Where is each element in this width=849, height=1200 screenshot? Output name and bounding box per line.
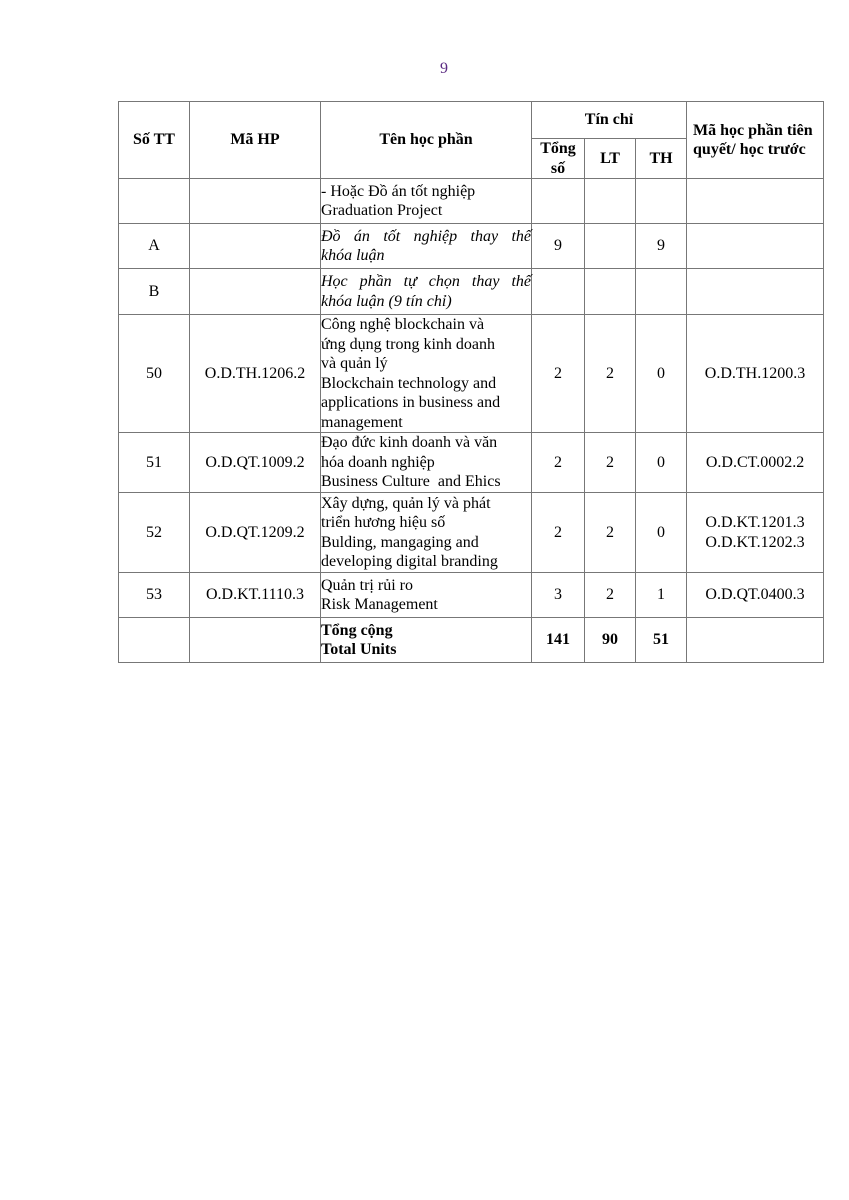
cell-th: 1 — [636, 573, 687, 618]
cell-prereq — [687, 179, 824, 224]
cell-prereq — [687, 493, 824, 573]
name-line: Business Culture and Ehics — [321, 473, 501, 491]
cell-prereq — [687, 269, 824, 315]
cell-name — [321, 224, 532, 269]
page-number: 9 — [440, 60, 448, 77]
total-label — [321, 618, 532, 663]
header-code: Mã HP — [190, 102, 321, 179]
cell-prereq — [687, 618, 824, 663]
name-line: Đồ án tốt nghiệp thay thế — [321, 227, 531, 245]
cell-stt — [119, 618, 190, 663]
cell-stt: 53 — [119, 573, 190, 618]
cell-code: O.D.TH.1206.2 — [190, 315, 321, 433]
name-line: Quản trị rủi ro — [321, 576, 413, 594]
name-line: ứng dụng trong kinh doanh — [321, 335, 495, 353]
cell-stt: B — [119, 269, 190, 315]
cell-total — [532, 179, 585, 224]
name-line: applications in business and — [321, 394, 501, 411]
name-line: Xây dựng, quản lý và phát — [321, 494, 491, 512]
name-line: khóa luận (9 tín chỉ) — [321, 292, 452, 310]
header-th: TH — [636, 139, 687, 179]
cell-th: 0 — [636, 433, 687, 493]
total-label-line: Tổng cộng — [321, 621, 393, 639]
cell-code — [190, 179, 321, 224]
cell-th: 0 — [636, 493, 687, 573]
cell-code: O.D.QT.1009.2 — [190, 433, 321, 493]
prereq-line: O.D.KT.1202.3 — [705, 533, 805, 551]
cell-code: O.D.KT.1110.3 — [190, 573, 321, 618]
cell-total: 2 — [532, 493, 585, 573]
cell-name — [321, 315, 532, 433]
cell-lt — [585, 179, 636, 224]
header-credits: Tín chỉ — [532, 102, 687, 139]
cell-stt: A — [119, 224, 190, 269]
cell-total: 2 — [532, 433, 585, 493]
cell-prereq: O.D.QT.0400.3 — [687, 573, 824, 618]
table-row — [119, 315, 824, 433]
name-line: management — [321, 413, 403, 431]
header-name: Tên học phần — [321, 102, 532, 179]
name-line: Học phần tự chọn thay thế — [321, 273, 531, 290]
cell-lt: 2 — [585, 493, 636, 573]
cell-stt: 52 — [119, 493, 190, 573]
name-line: Risk Management — [321, 596, 438, 613]
cell-stt: 51 — [119, 433, 190, 493]
cell-name — [321, 573, 532, 618]
cell-total: 3 — [532, 573, 585, 618]
cell-name — [321, 179, 532, 224]
total-lt: 90 — [585, 618, 636, 663]
cell-prereq: O.D.TH.1200.3 — [687, 315, 824, 433]
name-line: Bulding, mangaging and — [321, 533, 479, 551]
cell-lt: 2 — [585, 433, 636, 493]
cell-lt: 2 — [585, 315, 636, 433]
total-label-line: Total Units — [321, 641, 397, 658]
table-row — [119, 493, 824, 573]
cell-code — [190, 618, 321, 663]
cell-total — [532, 269, 585, 315]
name-line: Đạo đức kinh doanh và văn — [321, 434, 498, 452]
cell-th — [636, 179, 687, 224]
cell-lt — [585, 269, 636, 315]
header-prereq: Mã học phần tiên quyết/ học trước — [687, 102, 824, 179]
table-row — [119, 269, 824, 315]
name-line: - Hoặc Đồ án tốt nghiệp — [321, 182, 476, 200]
cell-lt: 2 — [585, 573, 636, 618]
name-line: khóa luận — [321, 247, 385, 264]
curriculum-table — [118, 101, 824, 663]
cell-th — [636, 269, 687, 315]
header-total: Tổng số — [532, 139, 585, 179]
name-line: và quản lý — [321, 355, 388, 372]
cell-code: O.D.QT.1209.2 — [190, 493, 321, 573]
cell-prereq — [687, 224, 824, 269]
table-row — [119, 573, 824, 618]
table-row — [119, 224, 824, 269]
cell-name — [321, 493, 532, 573]
cell-code — [190, 224, 321, 269]
cell-code — [190, 269, 321, 315]
name-line: developing digital branding — [321, 553, 498, 570]
name-line: Blockchain technology and — [321, 374, 497, 392]
cell-total: 9 — [532, 224, 585, 269]
name-line: Graduation Project — [321, 202, 443, 219]
table-row — [119, 179, 824, 224]
cell-stt: 50 — [119, 315, 190, 433]
cell-lt — [585, 224, 636, 269]
cell-th: 9 — [636, 224, 687, 269]
total-row — [119, 618, 824, 663]
table-row — [119, 433, 824, 493]
cell-name — [321, 433, 532, 493]
total-credits: 141 — [532, 618, 585, 663]
header-lt: LT — [585, 139, 636, 179]
cell-name — [321, 269, 532, 315]
name-line: triển hương hiệu số — [321, 514, 446, 531]
header-stt: Số TT — [119, 102, 190, 179]
cell-th: 0 — [636, 315, 687, 433]
total-th: 51 — [636, 618, 687, 663]
cell-stt — [119, 179, 190, 224]
cell-prereq: O.D.CT.0002.2 — [687, 433, 824, 493]
name-line: Công nghệ blockchain và — [321, 316, 485, 333]
cell-total: 2 — [532, 315, 585, 433]
name-line: hóa doanh nghiệp — [321, 453, 435, 471]
prereq-line: O.D.KT.1201.3 — [705, 514, 805, 531]
